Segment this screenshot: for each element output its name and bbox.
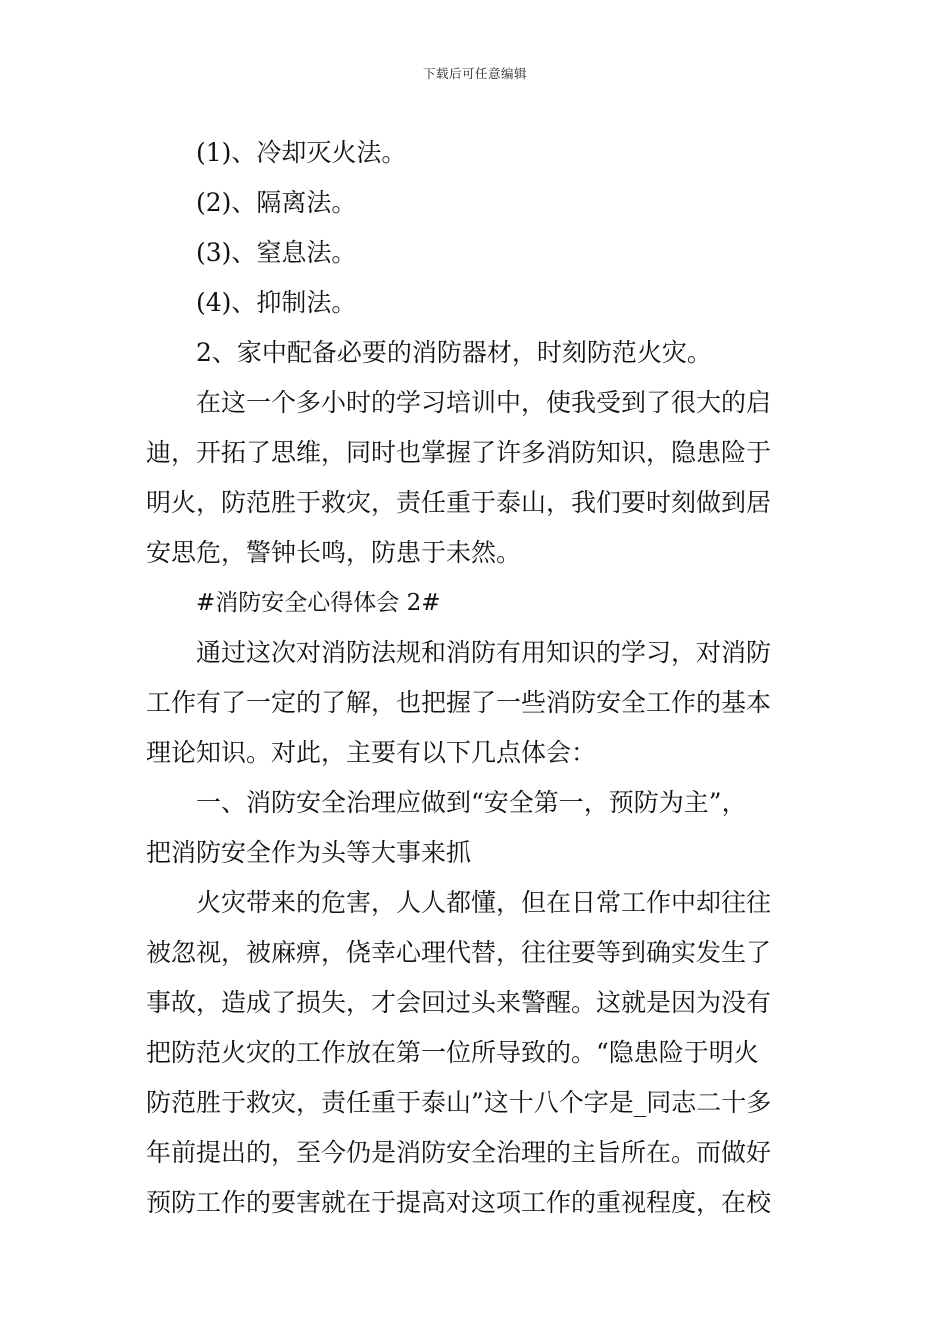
document-body [146, 128, 806, 1228]
list-item-cooling-method: (1)、冷却灭火法。 [196, 138, 407, 167]
paragraph-3-line-5: 防范胜于救灾，责任重于泰山”这十八个字是_同志二十多 [146, 1088, 772, 1117]
paragraph-2-line-1: 通过这次对消防法规和消防有用知识的学习，对消防 [196, 638, 772, 667]
list-item-suppression-method: (4)、抑制法。 [196, 288, 357, 317]
paragraph-3-line-6: 年前提出的，至今仍是消防安全治理的主旨所在。而做好 [146, 1138, 772, 1167]
paragraph-2-line-3: 理论知识。对此，主要有以下几点体会： [146, 738, 597, 767]
paragraph-1-line-2: 迪，开拓了思维，同时也掌握了许多消防知识，隐患险于 [146, 438, 772, 467]
page-header: 下载后可任意编辑 [422, 66, 527, 81]
paragraph-3-line-4: 把防范火灾的工作放在第一位所导致的。“隐患险于明火 [146, 1038, 759, 1067]
paragraph-1-line-3: 明火，防范胜于救灾，责任重于泰山，我们要时刻做到居 [146, 488, 772, 517]
list-item-home-equipment: 2、家中配备必要的消防器材，时刻防范火灾。 [196, 338, 712, 367]
point-1-line-1: 一、消防安全治理应做到“安全第一，预防为主”， [196, 788, 747, 817]
paragraph-3-line-1: 火灾带来的危害，人人都懂，但在日常工作中却往往 [196, 888, 772, 917]
point-1-line-2: 把消防安全作为头等大事来抓 [146, 838, 472, 867]
paragraph-1-line-1: 在这一个多小时的学习培训中，使我受到了很大的启 [196, 388, 772, 417]
paragraph-2-line-2: 工作有了一定的了解，也把握了一些消防安全工作的基本 [146, 688, 772, 717]
section-heading: #消防安全心得体会 2# [196, 590, 441, 616]
list-item-suffocation-method: (3)、窒息法。 [196, 238, 357, 267]
paragraph-3-line-7: 预防工作的要害就在于提高对这项工作的重视程度，在校 [146, 1188, 772, 1217]
paragraph-3-line-2: 被忽视，被麻痹，侥幸心理代替，往往要等到确实发生了 [146, 938, 772, 967]
paragraph-3-line-3: 事故，造成了损失，才会回过头来警醒。这就是因为没有 [146, 988, 772, 1017]
list-item-isolation-method: (2)、隔离法。 [196, 188, 357, 217]
paragraph-1-line-4: 安思危，警钟长鸣，防患于未然。 [146, 538, 522, 567]
